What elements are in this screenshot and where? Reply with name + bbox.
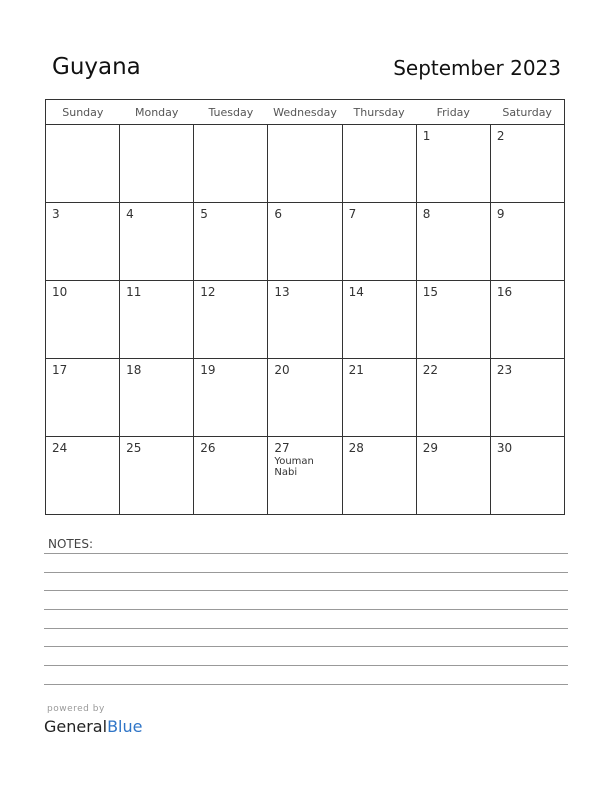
day-cell <box>490 437 564 515</box>
day-cell <box>120 281 194 359</box>
brand-blue: Blue <box>107 717 143 736</box>
day-number: 28 <box>348 441 364 455</box>
weekday-sunday: Sunday <box>46 100 120 125</box>
day-number: 25 <box>126 441 142 455</box>
holiday-label: Youman Nabi <box>274 456 314 478</box>
day-cell <box>268 437 342 515</box>
day-number: 21 <box>348 363 364 377</box>
day-number: 10 <box>52 285 68 299</box>
day-cell <box>490 203 564 281</box>
weekday-friday: Friday <box>416 100 490 125</box>
month-title: September 2023 <box>393 56 561 80</box>
day-number: 18 <box>126 363 142 377</box>
day-number: 8 <box>422 207 431 221</box>
day-cell <box>46 281 120 359</box>
day-cell <box>194 125 268 203</box>
weekday-monday: Monday <box>120 100 194 125</box>
day-number: 19 <box>200 363 216 377</box>
brand-logo <box>44 717 142 736</box>
day-number: 3 <box>52 207 60 221</box>
day-cell <box>416 281 490 359</box>
day-cell <box>268 203 342 281</box>
day-number: 6 <box>274 207 283 221</box>
day-cell <box>342 125 416 203</box>
day-number: 2 <box>496 129 505 143</box>
day-number: 9 <box>496 207 505 221</box>
brand-general: General <box>44 717 108 736</box>
day-number: 1 <box>422 129 431 143</box>
day-cell <box>416 359 490 437</box>
day-number: 30 <box>496 441 513 455</box>
day-number: 16 <box>496 285 513 299</box>
week-row <box>46 359 565 437</box>
week-row <box>46 203 565 281</box>
day-cell <box>490 281 564 359</box>
day-cell <box>342 359 416 437</box>
day-number: 13 <box>274 285 290 299</box>
weekday-tuesday: Tuesday <box>194 100 268 125</box>
notes-line <box>44 609 568 610</box>
day-number: 20 <box>274 363 290 377</box>
day-cell <box>46 203 120 281</box>
day-number: 5 <box>200 207 208 221</box>
day-number: 7 <box>348 207 357 221</box>
notes-line <box>44 628 568 629</box>
notes-line <box>44 590 568 591</box>
day-cell <box>268 281 342 359</box>
day-cell <box>120 125 194 203</box>
day-cell <box>194 437 268 515</box>
day-number: 12 <box>200 285 216 299</box>
day-number: 26 <box>200 441 216 455</box>
day-cell <box>490 125 564 203</box>
day-number: 17 <box>52 363 68 377</box>
weekday-saturday: Saturday <box>490 100 564 125</box>
day-number: 14 <box>348 285 364 299</box>
day-cell <box>120 203 194 281</box>
day-cell <box>194 359 268 437</box>
day-cell <box>46 125 120 203</box>
notes-line <box>44 572 568 573</box>
weekday-wednesday: Wednesday <box>268 100 342 125</box>
weekday-header-row <box>46 100 565 125</box>
day-cell <box>416 203 490 281</box>
weekday-thursday: Thursday <box>342 100 416 125</box>
day-cell <box>416 125 490 203</box>
week-row <box>46 437 565 515</box>
day-number: 11 <box>126 285 142 299</box>
day-number: 23 <box>496 363 513 377</box>
day-cell <box>342 281 416 359</box>
week-row <box>46 125 565 203</box>
calendar <box>45 99 565 515</box>
notes-line <box>44 684 568 685</box>
notes-line <box>44 553 568 554</box>
country-title: Guyana <box>52 54 141 80</box>
day-cell <box>342 203 416 281</box>
week-row <box>46 281 565 359</box>
day-cell <box>268 125 342 203</box>
notes-label: NOTES: <box>48 537 93 551</box>
day-number: 27 <box>274 441 290 455</box>
day-cell <box>46 437 120 515</box>
notes-line <box>44 646 568 647</box>
day-cell <box>46 359 120 437</box>
day-number: 24 <box>52 441 68 455</box>
day-number: 4 <box>126 207 134 221</box>
day-number: 29 <box>422 441 438 455</box>
day-cell <box>416 437 490 515</box>
day-cell <box>120 437 194 515</box>
day-number: 22 <box>422 363 438 377</box>
notes-line <box>44 665 568 666</box>
day-cell <box>120 359 194 437</box>
day-cell <box>194 203 268 281</box>
day-cell <box>342 437 416 515</box>
calendar-grid <box>45 99 565 515</box>
day-number: 15 <box>422 285 438 299</box>
powered-by-text: powered by <box>47 704 105 714</box>
day-cell <box>194 281 268 359</box>
day-cell <box>268 359 342 437</box>
day-cell <box>490 359 564 437</box>
